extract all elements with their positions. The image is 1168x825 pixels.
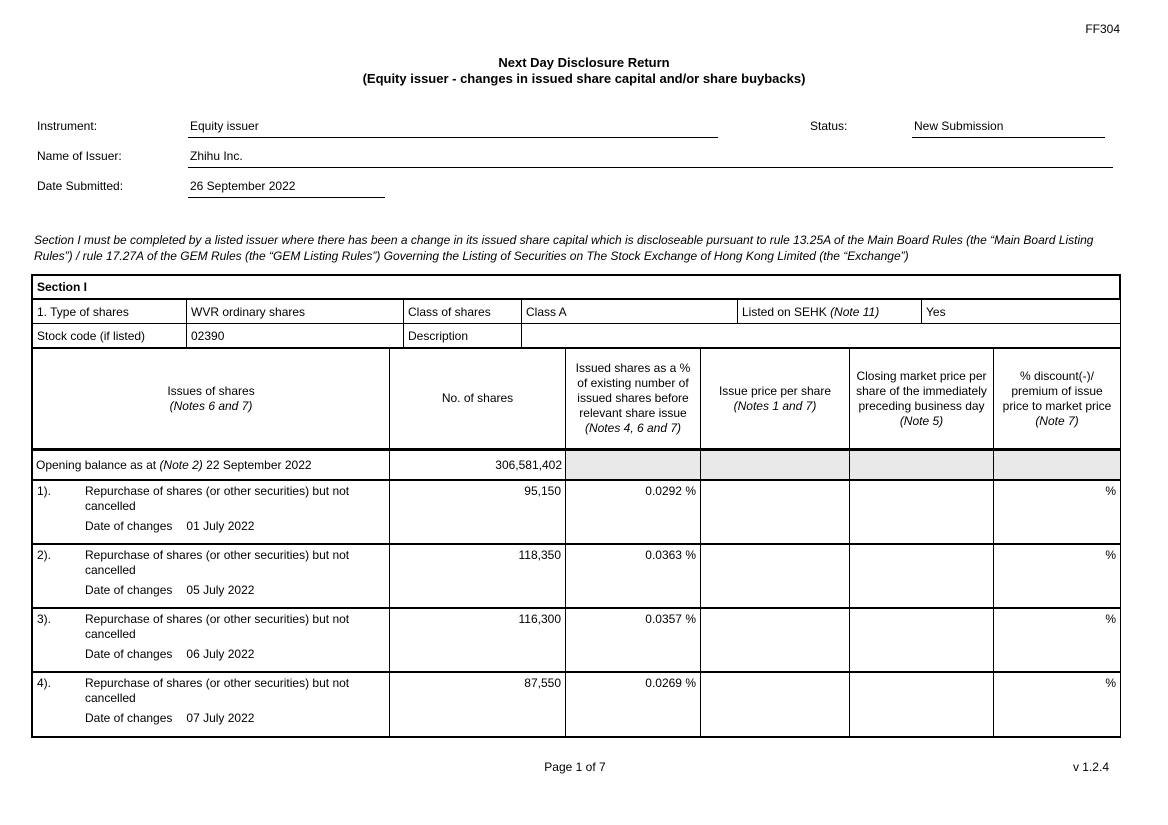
issue-description-cell [33,480,390,544]
discount-premium-cell: % [994,544,1121,608]
col-discount-premium-text: % discount(-)/ premium of issue price to market price [1002,368,1112,413]
opening-shaded-cell [850,450,994,480]
description-label: Description [404,324,522,348]
date-submitted-label: Date Submitted: [37,179,124,193]
closing-price-cell [850,480,994,544]
no-of-shares-cell: 116,300 [390,608,566,672]
class-of-shares-value: Class A [522,300,738,324]
version-label: v 1.2.4 [1072,759,1109,774]
col-issue-price-text: Issue price per share [718,383,832,398]
form-code: FF304 [1085,22,1120,36]
table-row [33,544,1121,608]
date-of-changes-label: Date of changes [85,647,173,661]
issued-shares-pct-cell: 0.0357 % [566,608,701,672]
col-closing-price [850,349,994,449]
row-number: 4). [37,676,52,690]
no-of-shares-cell: 87,550 [390,672,566,736]
discount-premium-cell: % [994,608,1121,672]
issue-description-cell [33,608,390,672]
col-issues-of-shares-note: (Notes 6 and 7) [169,398,253,413]
date-of-changes-value: 01 July 2022 [186,519,255,533]
issue-description-cell [33,544,390,608]
closing-price-cell [850,544,994,608]
date-of-changes-value: 05 July 2022 [186,583,255,597]
stock-code-row [33,324,1121,348]
listed-on-sehk-label [738,300,922,324]
date-of-changes-label: Date of changes [85,519,173,533]
col-no-of-shares [390,349,566,449]
date-submitted-field: 26 September 2022 [188,177,385,198]
col-issue-price-note: (Notes 1 and 7) [733,398,817,413]
section1-heading-row [33,276,1120,299]
opening-balance-note: (Note 2) [159,458,203,472]
page-footer [31,760,1119,774]
no-of-shares-cell: 118,350 [390,544,566,608]
page-number: Page 1 of 7 [544,759,606,774]
opening-balance-label [33,450,390,480]
listed-on-sehk-note: (Note 11) [830,304,880,319]
row-number: 3). [37,612,52,626]
status-field: New Submission [912,117,1105,138]
col-issues-of-shares-text: Issues of shares [167,383,255,398]
col-discount-premium [994,349,1121,449]
title-line-2: (Equity issuer - changes in issued share capital and/or share buybacks) [362,71,806,86]
issued-shares-pct-cell: 0.0292 % [566,480,701,544]
closing-price-cell [850,608,994,672]
opening-balance-shares: 306,581,402 [390,450,566,480]
issues-body-table [32,449,1121,737]
table-row [33,672,1121,736]
opening-shaded-cell [566,450,701,480]
col-discount-premium-note: (Note 7) [1035,413,1079,428]
opening-balance-text: Opening balance as at [36,458,157,472]
issue-price-cell [701,608,850,672]
table-row [33,608,1121,672]
stock-code-label: Stock code (if listed) [33,324,187,348]
issue-price-cell [701,672,850,736]
issues-header-row [33,349,1121,449]
type-of-shares-label: 1. Type of shares [33,300,187,324]
document-title [0,0,1168,87]
issuer-row [37,147,1113,177]
col-closing-price-text: Closing market price per share of the immediately preceding business day [856,368,987,413]
row-number: 2). [37,548,52,562]
listed-on-sehk-value: Yes [922,300,1121,324]
type-of-shares-value: WVR ordinary shares [187,300,404,324]
col-closing-price-note: (Note 5) [899,413,944,428]
row-description: Repurchase of shares (or other securities) but not cancelled [85,548,350,577]
title-line-1: Next Day Disclosure Return [498,55,670,70]
listed-on-sehk-text: Listed on SEHK [742,304,827,319]
class-of-shares-label: Class of shares [404,300,522,324]
issue-price-cell [701,544,850,608]
issue-price-cell [701,480,850,544]
issue-description-cell [33,672,390,736]
section1-heading: Section I [33,276,1120,299]
opening-balance-row [33,450,1121,480]
date-of-changes-value: 06 July 2022 [186,647,255,661]
col-issue-price [701,349,850,449]
type-of-shares-row [33,300,1121,324]
date-of-changes-label: Date of changes [85,711,173,725]
date-of-changes-value: 07 July 2022 [186,711,255,725]
discount-premium-cell: % [994,672,1121,736]
opening-shaded-cell [701,450,850,480]
stock-code-value: 02390 [187,324,404,348]
closing-price-cell [850,672,994,736]
section1-table [31,274,1121,738]
issuer-field: Zhihu Inc. [188,147,1113,168]
opening-balance-date: 22 September 2022 [206,458,312,472]
header-fields [37,117,1113,207]
no-of-shares-cell: 95,150 [390,480,566,544]
date-submitted-row [37,177,1113,207]
opening-shaded-cell [994,450,1121,480]
instrument-label: Instrument: [37,119,98,133]
date-of-changes-label: Date of changes [85,583,173,597]
issued-shares-pct-cell: 0.0363 % [566,544,701,608]
col-issued-shares-pct-note: (Notes 4, 6 and 7) [584,421,682,435]
row-number: 1). [37,484,52,498]
instrument-field: Equity issuer [188,117,718,138]
row-description: Repurchase of shares (or other securities) but not cancelled [85,484,350,513]
issues-header-table [32,348,1121,449]
section1-heading-table [32,275,1120,299]
instrument-row [37,117,1113,147]
description-value [522,324,1121,348]
row-description: Repurchase of shares (or other securities) but not cancelled [85,676,350,705]
col-no-of-shares-text: No. of shares [441,391,514,405]
issuer-label: Name of Issuer: [37,149,122,163]
table-row [33,480,1121,544]
col-issued-shares-pct [566,349,701,449]
row-description: Repurchase of shares (or other securities) but not cancelled [85,612,350,641]
issued-shares-pct-cell: 0.0269 % [566,672,701,736]
col-issues-of-shares [33,349,390,449]
col-issued-shares-pct-text: Issued shares as a % of existing number of issued shares before relevant share issue [575,361,691,420]
status-label: Status: [810,119,848,133]
share-type-table [32,299,1121,348]
discount-premium-cell: % [994,480,1121,544]
section1-instructions: Section I must be completed by a listed issuer where there has been a change in its issued share capital which is discloseable pursuant to rule 13.25A of the Main Board Rules (the “Main Board Listing Rules”) / rule 17.27A of the GEM Rules (the “GEM Listing Rules”) Governing the Listing of Securities on The Stock Exchange of Hong Kong Limited (the “Exchange”) [34,233,1094,263]
